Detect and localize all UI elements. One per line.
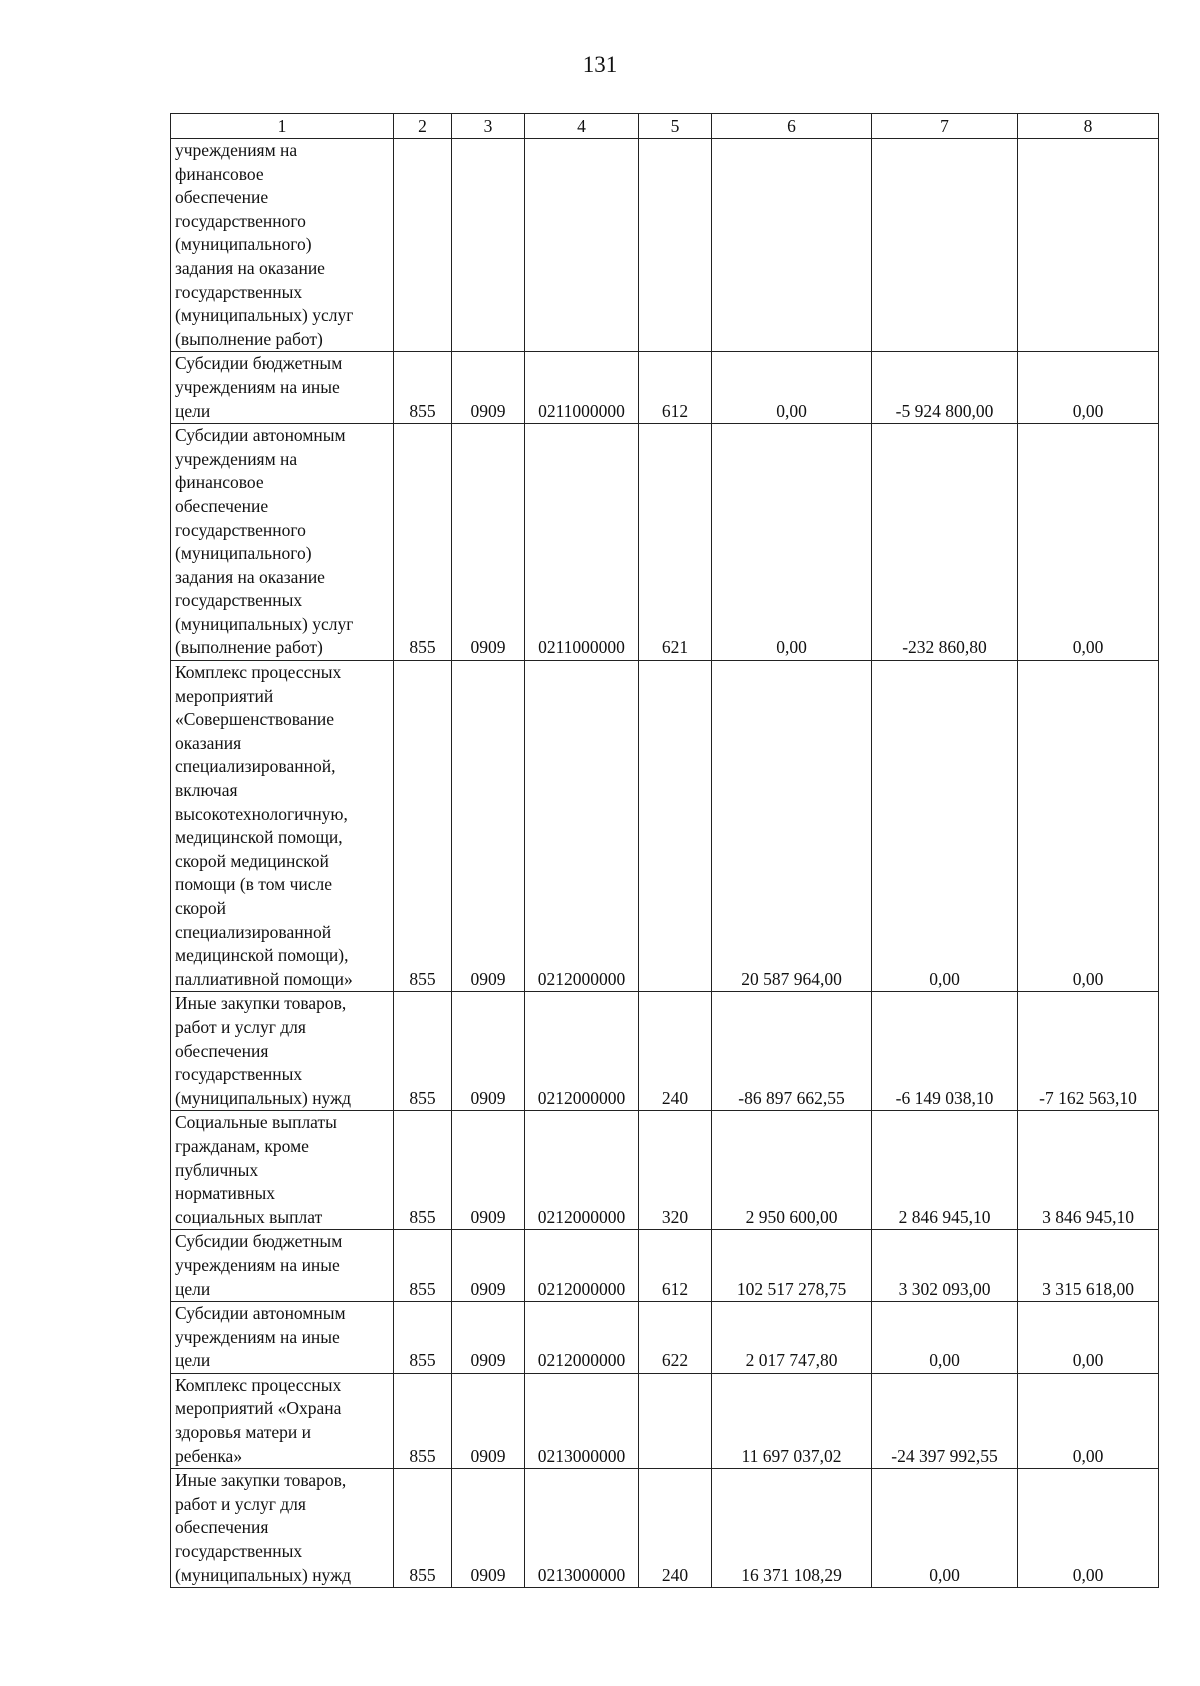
- section-code: 0909: [452, 661, 525, 992]
- row-description: учреждениям на финансовое обеспечение государственного (муниципального) задания на оказание государственных (муниципальных) услуг (выполнение работ): [171, 139, 394, 352]
- row-description: Субсидии бюджетным учреждениям на иные цели: [171, 352, 394, 424]
- column-header: 6: [712, 114, 872, 139]
- amount-col8: 0,00: [1018, 1469, 1159, 1588]
- amount-col6: 11 697 037,02: [712, 1373, 872, 1468]
- budget-table: [170, 113, 1159, 1588]
- amount-col7: 0,00: [872, 1302, 1018, 1374]
- expense-type-code: [639, 139, 712, 352]
- expense-type-code: 240: [639, 1469, 712, 1588]
- admin-code: 855: [394, 1111, 452, 1230]
- amount-col7: 3 302 093,00: [872, 1230, 1018, 1302]
- table-row: [171, 424, 1159, 661]
- amount-col7: -6 149 038,10: [872, 992, 1018, 1111]
- amount-col8: [1018, 139, 1159, 352]
- table-row: [171, 661, 1159, 992]
- table-row: [171, 1230, 1159, 1302]
- amount-col8: 0,00: [1018, 1373, 1159, 1468]
- expense-type-code: [639, 661, 712, 992]
- admin-code: 855: [394, 424, 452, 661]
- section-code: 0909: [452, 1111, 525, 1230]
- amount-col8: 0,00: [1018, 352, 1159, 424]
- section-code: 0909: [452, 992, 525, 1111]
- amount-col8: 3 315 618,00: [1018, 1230, 1159, 1302]
- target-code: 0212000000: [525, 1111, 639, 1230]
- target-code: 0212000000: [525, 661, 639, 992]
- section-code: 0909: [452, 1230, 525, 1302]
- row-description: Субсидии бюджетным учреждениям на иные цели: [171, 1230, 394, 1302]
- row-description: Иные закупки товаров, работ и услуг для обеспечения государственных (муниципальных) нужд: [171, 992, 394, 1111]
- amount-col7: 0,00: [872, 661, 1018, 992]
- column-header: 7: [872, 114, 1018, 139]
- target-code: 0211000000: [525, 424, 639, 661]
- amount-col7: 0,00: [872, 1469, 1018, 1588]
- expense-type-code: 622: [639, 1302, 712, 1374]
- section-code: 0909: [452, 352, 525, 424]
- column-header: 8: [1018, 114, 1159, 139]
- amount-col8: 0,00: [1018, 424, 1159, 661]
- row-description: Комплекс процессных мероприятий «Охрана здоровья матери и ребенка»: [171, 1373, 394, 1468]
- admin-code: 855: [394, 1230, 452, 1302]
- amount-col6: 102 517 278,75: [712, 1230, 872, 1302]
- target-code: 0213000000: [525, 1469, 639, 1588]
- page-number: 131: [582, 52, 618, 77]
- column-header: 3: [452, 114, 525, 139]
- target-code: 0212000000: [525, 1302, 639, 1374]
- section-code: 0909: [452, 1469, 525, 1588]
- expense-type-code: 320: [639, 1111, 712, 1230]
- row-description: Субсидии автономным учреждениям на финансовое обеспечение государственного (муниципального) задания на оказание государственных (муниципальных) услуг (выполнение работ): [171, 424, 394, 661]
- column-header: 5: [639, 114, 712, 139]
- table-row: [171, 352, 1159, 424]
- row-description: Комплекс процессных мероприятий «Совершенствование оказания специализированной, включая высокотехнологичную, медицинской помощи, скорой медицинской помощи (в том числе скорой специализированной медицинской помощи), паллиативной помощи»: [171, 661, 394, 992]
- expense-type-code: [639, 1373, 712, 1468]
- amount-col6: 16 371 108,29: [712, 1469, 872, 1588]
- amount-col8: 0,00: [1018, 1302, 1159, 1374]
- table-row: [171, 1373, 1159, 1468]
- amount-col6: 2 017 747,80: [712, 1302, 872, 1374]
- amount-col8: -7 162 563,10: [1018, 992, 1159, 1111]
- row-description: Субсидии автономным учреждениям на иные цели: [171, 1302, 394, 1374]
- column-header: 2: [394, 114, 452, 139]
- table-row: [171, 139, 1159, 352]
- row-description: Иные закупки товаров, работ и услуг для обеспечения государственных (муниципальных) нужд: [171, 1469, 394, 1588]
- expense-type-code: 621: [639, 424, 712, 661]
- amount-col6: 0,00: [712, 352, 872, 424]
- expense-type-code: 240: [639, 992, 712, 1111]
- amount-col8: 0,00: [1018, 661, 1159, 992]
- admin-code: 855: [394, 661, 452, 992]
- target-code: 0212000000: [525, 992, 639, 1111]
- admin-code: 855: [394, 992, 452, 1111]
- section-code: 0909: [452, 1302, 525, 1374]
- amount-col6: -86 897 662,55: [712, 992, 872, 1111]
- amount-col7: [872, 139, 1018, 352]
- column-header: 1: [171, 114, 394, 139]
- table-row: [171, 992, 1159, 1111]
- admin-code: 855: [394, 352, 452, 424]
- table-row: [171, 1111, 1159, 1230]
- section-code: [452, 139, 525, 352]
- column-header: 4: [525, 114, 639, 139]
- amount-col6: 20 587 964,00: [712, 661, 872, 992]
- row-description: Социальные выплаты гражданам, кроме публичных нормативных социальных выплат: [171, 1111, 394, 1230]
- section-code: 0909: [452, 1373, 525, 1468]
- amount-col7: 2 846 945,10: [872, 1111, 1018, 1230]
- amount-col8: 3 846 945,10: [1018, 1111, 1159, 1230]
- admin-code: 855: [394, 1373, 452, 1468]
- amount-col7: -232 860,80: [872, 424, 1018, 661]
- target-code: 0212000000: [525, 1230, 639, 1302]
- admin-code: 855: [394, 1302, 452, 1374]
- amount-col6: 2 950 600,00: [712, 1111, 872, 1230]
- expense-type-code: 612: [639, 352, 712, 424]
- amount-col6: [712, 139, 872, 352]
- admin-code: 855: [394, 1469, 452, 1588]
- table-row: [171, 1469, 1159, 1588]
- admin-code: [394, 139, 452, 352]
- amount-col7: -5 924 800,00: [872, 352, 1018, 424]
- target-code: 0211000000: [525, 352, 639, 424]
- target-code: 0213000000: [525, 1373, 639, 1468]
- target-code: [525, 139, 639, 352]
- header-row: [171, 114, 1159, 139]
- amount-col6: 0,00: [712, 424, 872, 661]
- amount-col7: -24 397 992,55: [872, 1373, 1018, 1468]
- table-row: [171, 1302, 1159, 1374]
- expense-type-code: 612: [639, 1230, 712, 1302]
- section-code: 0909: [452, 424, 525, 661]
